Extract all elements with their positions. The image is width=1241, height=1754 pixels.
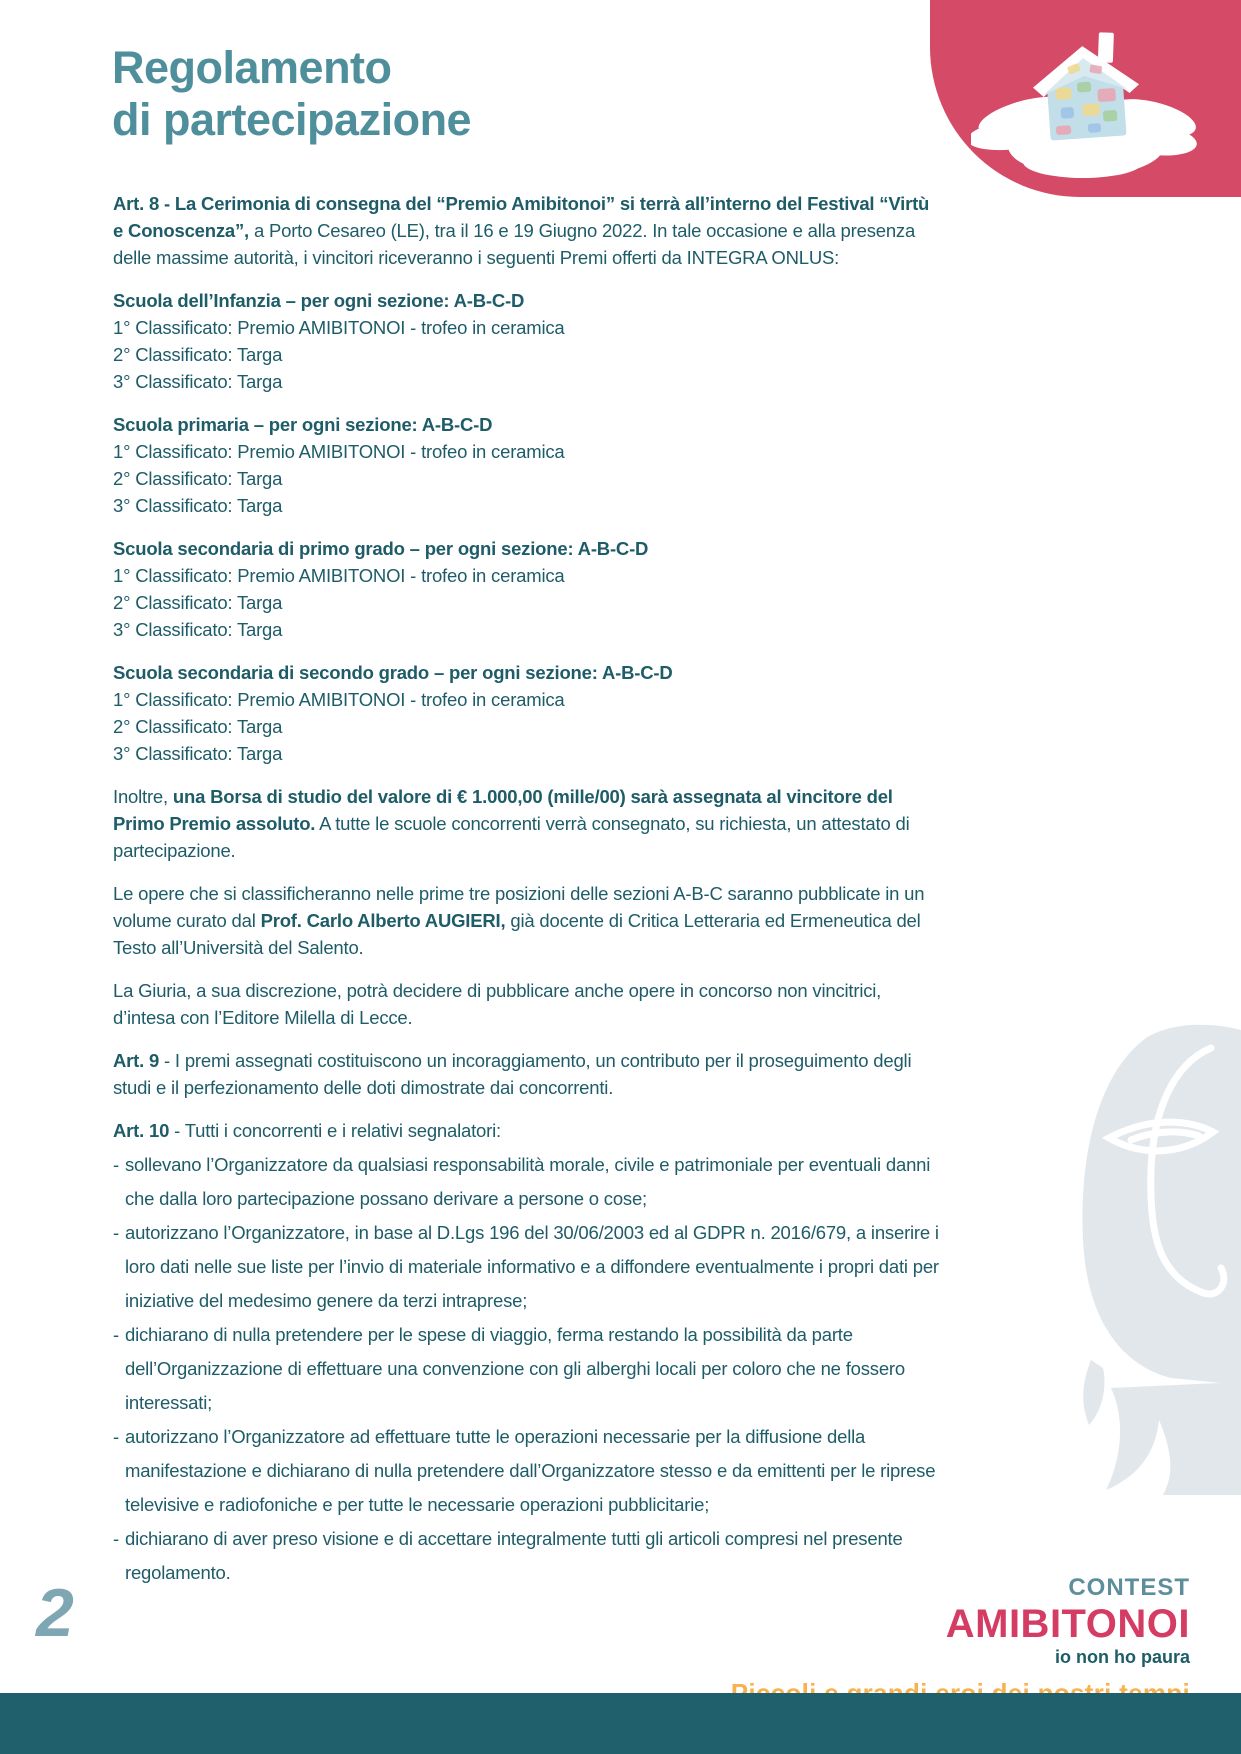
list-item-text: dichiarano di nulla pretendere per le spese di viaggio, ferma restando la possibilità da parte dell’Organizzazione di effettuare una convenzione con gli alberghi locali per coloro che ne fossero interessati; bbox=[125, 1324, 905, 1413]
footer-bar bbox=[0, 1693, 1241, 1754]
list-item-text: autorizzano l’Organizzatore ad effettuare tutte le operazioni necessarie per la diffusione della manifestazione e dichiarano di nulla pretendere dall’Organizzatore stesso e da emittenti per le riprese televisive e radiofoniche e per tutte le necessarie operazioni pubblicitarie; bbox=[125, 1426, 936, 1515]
prize-line: 3° Classificato: Targa bbox=[113, 371, 283, 392]
prize-line: 1° Classificato: Premio AMIBITONOI - trofeo in ceramica bbox=[113, 441, 565, 462]
page-number: 2 bbox=[36, 1575, 74, 1651]
prize-line: 1° Classificato: Premio AMIBITONOI - trofeo in ceramica bbox=[113, 689, 565, 710]
house-in-hands-photo bbox=[971, 18, 1201, 183]
logo-brand-name: AMIBITONOI bbox=[945, 1602, 1190, 1646]
page-title-line2: di partecipazione bbox=[112, 94, 472, 145]
list-dash-marker: - bbox=[113, 1426, 119, 1447]
document-body bbox=[113, 190, 943, 1590]
header-pink-blob bbox=[930, 0, 1241, 197]
list-dash-marker: - bbox=[113, 1222, 119, 1243]
prize-line: 2° Classificato: Targa bbox=[113, 716, 283, 737]
prize-section-secondaria-primo bbox=[113, 535, 943, 643]
prize-line: 3° Classificato: Targa bbox=[113, 495, 283, 516]
list-item bbox=[113, 1420, 943, 1522]
paragraph-borsa-di-studio: Inoltre, una Borsa di studio del valore di € 1.000,00 (mille/00) sarà assegnata al vincitore del Primo Premio assoluto. A tutte le scuole concorrenti verrà consegnato, su richiesta, un attestato di partecipazione. bbox=[113, 786, 910, 861]
contest-logo bbox=[731, 1576, 1190, 1706]
prize-line: 2° Classificato: Targa bbox=[113, 592, 283, 613]
prize-line: 3° Classificato: Targa bbox=[113, 743, 283, 764]
prize-line: 2° Classificato: Targa bbox=[113, 344, 283, 365]
list-dash-marker: - bbox=[113, 1528, 119, 1549]
list-item bbox=[113, 1318, 943, 1420]
logo-contest-label: CONTEST bbox=[1068, 1574, 1190, 1601]
prize-line: 1° Classificato: Premio AMIBITONOI - trofeo in ceramica bbox=[113, 565, 565, 586]
section-heading: Scuola secondaria di primo grado – per ogni sezione: A-B-C-D bbox=[113, 538, 649, 559]
watermark-figure-illustration bbox=[1051, 1020, 1241, 1495]
prize-line: 1° Classificato: Premio AMIBITONOI - trofeo in ceramica bbox=[113, 317, 565, 338]
prize-section-infanzia bbox=[113, 287, 943, 395]
prize-line: 2° Classificato: Targa bbox=[113, 468, 283, 489]
section-heading: Scuola primaria – per ogni sezione: A-B-C-D bbox=[113, 414, 493, 435]
list-item-text: sollevano l’Organizzatore da qualsiasi responsabilità morale, civile e patrimoniale per eventuali danni che dalla loro partecipazione possano derivare a persone o cose; bbox=[125, 1154, 931, 1209]
paragraph-art9: Art. 9 - I premi assegnati costituiscono un incoraggiamento, un contributo per il proseguimento degli studi e il perfezionamento delle doti dimostrate dai concorrenti. bbox=[113, 1050, 912, 1098]
list-item bbox=[113, 1216, 943, 1318]
section-heading: Scuola secondaria di secondo grado – per ogni sezione: A-B-C-D bbox=[113, 662, 673, 683]
logo-claim: io non ho paura bbox=[1055, 1647, 1190, 1667]
paragraph-giuria: La Giuria, a sua discrezione, potrà decidere di pubblicare anche opere in concorso non vincitrici, d’intesa con l’Editore Milella di Lecce. bbox=[113, 980, 882, 1028]
list-dash-marker: - bbox=[113, 1154, 119, 1175]
prize-section-secondaria-secondo bbox=[113, 659, 943, 767]
list-item bbox=[113, 1148, 943, 1216]
paragraph-art10-intro: Art. 10 - Tutti i concorrenti e i relativi segnalatori: bbox=[113, 1120, 501, 1141]
list-item-text: dichiarano di aver preso visione e di accettare integralmente tutti gli articoli compresi nel presente regolamento. bbox=[125, 1528, 903, 1583]
section-heading: Scuola dell’Infanzia – per ogni sezione: A-B-C-D bbox=[113, 290, 525, 311]
prize-line: 3° Classificato: Targa bbox=[113, 619, 283, 640]
prize-section-primaria bbox=[113, 411, 943, 519]
art10-clause-list bbox=[113, 1148, 943, 1590]
paragraph-art8: Art. 8 - La Cerimonia di consegna del “Premio Amibitonoi” si terrà all’interno del Festival “Virtù e Conoscenza”, a Porto Cesareo (LE), tra il 16 e 19 Giugno 2022. In tale occasione e alla presenza delle massime autorità, i vincitori riceveranno i seguenti Premi offerti da INTEGRA ONLUS: bbox=[113, 193, 930, 268]
page-title bbox=[112, 42, 471, 146]
paragraph-pubblicazione-opere: Le opere che si classificheranno nelle prime tre posizioni delle sezioni A-B-C saranno pubblicate in un volume curato dal Prof. Carlo Alberto AUGIERI, già docente di Critica Letteraria ed Ermeneutica del Testo all’Università del Salento. bbox=[113, 883, 925, 958]
list-item-text: autorizzano l’Organizzatore, in base al D.Lgs 196 del 30/06/2003 ed al GDPR n. 2016/679, a inserire i loro dati nelle sue liste per l’invio di materiale informativo e a diffondere eventualmente i propri dati per iniziative del medesimo genere da terzi intraprese; bbox=[125, 1222, 939, 1311]
list-dash-marker: - bbox=[113, 1324, 119, 1345]
page-title-line1: Regolamento bbox=[112, 42, 392, 93]
